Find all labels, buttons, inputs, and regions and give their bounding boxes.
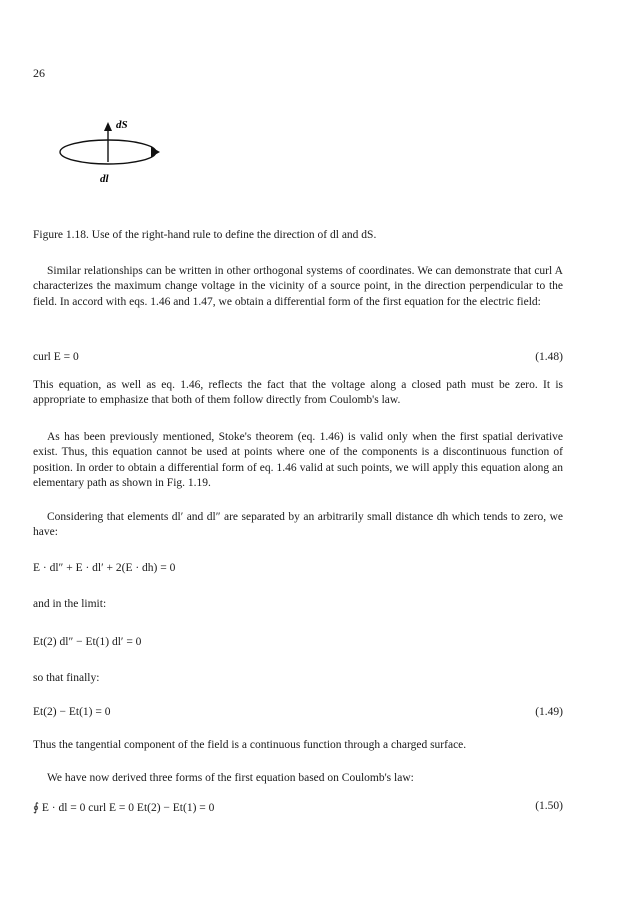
paragraph-4: Considering that elements dl′ and dl″ are separated by an arbitrarily small distance dh which tends to zero, we have: [33,511,563,539]
figure-right-hand-rule [56,114,166,194]
equation-1-50-number: (1.50) [535,800,563,812]
equation-1-50-body: ∮ E · dl = 0 curl E = 0 Et(2) − Et(1) = 0 [33,802,215,814]
loop-direction-arrow [151,147,160,157]
dS-arrowhead [104,122,112,131]
paragraph-2: This equation, as well as eq. 1.46, reflects the fact that the voltage along a closed path must be zero. It is appropriate to emphasize that both of them follow directly from Coulomb's law. [33,379,563,407]
page-number: 26 [33,66,45,80]
equation-unnumbered-b: Et(2) dl″ − Et(1) dl′ = 0 [33,636,142,648]
equation-1-49-number: (1.49) [535,706,563,718]
figure-caption: Figure 1.18. Use of the right-hand rule to define the direction of dl and dS. [33,229,377,241]
equation-1-50 [33,800,563,814]
dl-label: dl [100,173,109,185]
equation-1-49 [33,706,563,718]
paragraph-1: Similar relationships can be written in other orthogonal systems of coordinates. We can demonstrate that curl A characterizes the maximum change voltage in the vicinity of a source point, in the direction perpendicular to the field. In accord with eqs. 1.46 and 1.47, we obtain a differential form of the first equation for the electric field: [33,265,563,308]
equation-1-48 [33,351,563,363]
dS-label: dS [116,119,128,131]
equation-1-48-number: (1.48) [535,351,563,363]
equation-1-48-body: curl E = 0 [33,351,79,363]
equation-1-49-body: Et(2) − Et(1) = 0 [33,706,111,718]
paragraph-5: Thus the tangential component of the field is a continuous function through a charged surface. [33,739,467,751]
paragraph-6: We have now derived three forms of the first equation based on Coulomb's law: [47,772,414,784]
text-so-that-finally: so that finally: [33,672,100,684]
equation-unnumbered-a: E · dl″ + E · dl′ + 2(E · dh) = 0 [33,562,176,574]
text-in-the-limit: and in the limit: [33,598,107,610]
paragraph-3: As has been previously mentioned, Stoke's theorem (eq. 1.46) is valid only when the first spatial derivative exist. Thus, this equation cannot be used at points where one of the components is a discontinuous function of position. In order to obtain a differential form of eq. 1.46 valid at such points, we will apply this equation along an elementary path as shown in Fig. 1.19. [33,431,563,489]
